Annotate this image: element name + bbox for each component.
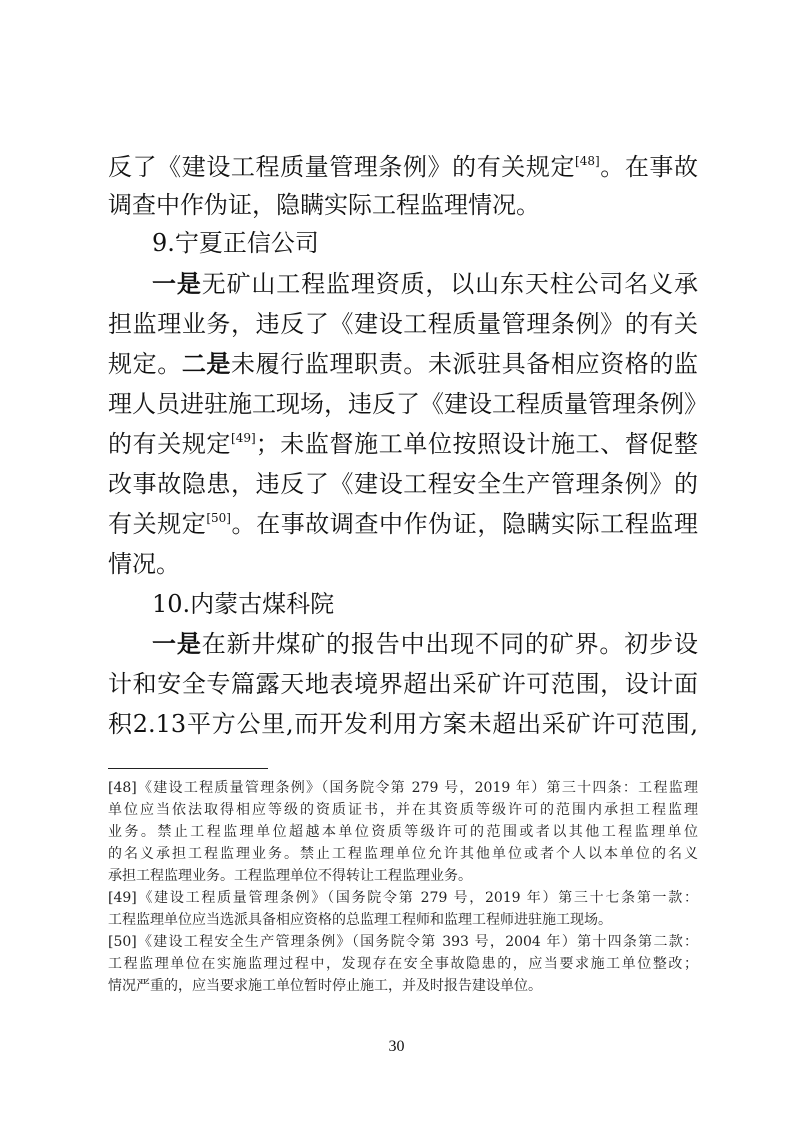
body-line-4: 一是无矿山工程监理资质，以山东天柱公司名义承 [152, 269, 699, 298]
bold-lead: 二是 [181, 349, 232, 378]
footnote-line: 的名义承担工程监理业务。禁止工程监理单位允许其他单位或者个人以本单位的名义 [108, 846, 698, 862]
body-line-2: 调查中作伪证，隐瞒实际工程监理情况。 [108, 191, 540, 219]
footnote-line: 工程监理单位应当选派具备相应资格的总监理工程师和监理工程师进驻施工现场。 [108, 912, 612, 928]
body-line-10: 有关规定[50]。在事故调查中作伪证，隐瞒实际工程监理 [108, 510, 699, 538]
footnote-line: 单位应当依法取得相应等级的资质证书，并在其资质等级许可的范围内承担工程监理 [108, 802, 698, 818]
footnote-ref-49[interactable]: [49] [231, 431, 256, 445]
body-line-5: 担监理业务，违反了《建设工程质量管理条例》的有关 [108, 310, 698, 338]
footnote-line: 业务。禁止工程监理单位超越本单位资质等级许可的范围或者以其他工程监理单位 [108, 824, 698, 840]
footnote-line: [49]《建设工程质量管理条例》（国务院令第 279 号，2019 年）第三十七条第一款： [108, 890, 698, 906]
body-line-15: 积2.13平方公里,而开发利用方案未超出采矿许可范围, [108, 710, 698, 738]
body-line-9: 改事故隐患，违反了《建设工程安全生产管理条例》的 [108, 470, 698, 498]
body-line-8: 的有关规定[49]；未监督施工单位按照设计施工、督促整 [108, 430, 699, 458]
footnote-line: 工程监理单位在实施监理过程中，发现存在安全事故隐患的，应当要求施工单位整改； [108, 956, 698, 972]
body-line-11: 情况。 [108, 550, 180, 578]
section-heading-9: 9.宁夏正信公司 [152, 229, 319, 257]
footnote-line: [50]《建设工程安全生产管理条例》（国务院令第 393 号，2004 年）第十四条第二款： [108, 934, 698, 950]
footnote-line: [48]《建设工程质量管理条例》（国务院令第 279 号，2019 年）第三十四条：工程监理 [108, 780, 698, 796]
bold-lead: 一是 [152, 629, 202, 658]
footnote-ref-48[interactable]: [48] [575, 154, 600, 168]
footnote-ref-50[interactable]: [50] [206, 511, 231, 525]
body-line-1: 反了《建设工程质量管理条例》的有关规定[48]。在事故 [108, 153, 699, 181]
page-number: 30 [388, 1038, 405, 1055]
body-line-14: 计和安全专篇露天地表境界超出采矿许可范围，设计面 [108, 670, 698, 698]
footnote-separator [108, 768, 268, 769]
section-heading-10: 10.内蒙古煤科院 [152, 590, 335, 618]
body-line-6: 规定。二是未履行监理职责。未派驻具备相应资格的监 [108, 349, 699, 378]
bold-lead: 一是 [152, 269, 202, 298]
footnote-line: 承担工程监理业务。工程监理单位不得转让工程监理业务。 [108, 868, 472, 884]
footnote-line: 情况严重的，应当要求施工单位暂时停止施工，并及时报告建设单位。 [108, 978, 542, 994]
body-line-7: 理人员进驻施工现场，违反了《建设工程质量管理条例》 [108, 390, 708, 418]
body-line-13: 一是在新井煤矿的报告中出现不同的矿界。初步设 [152, 629, 699, 658]
